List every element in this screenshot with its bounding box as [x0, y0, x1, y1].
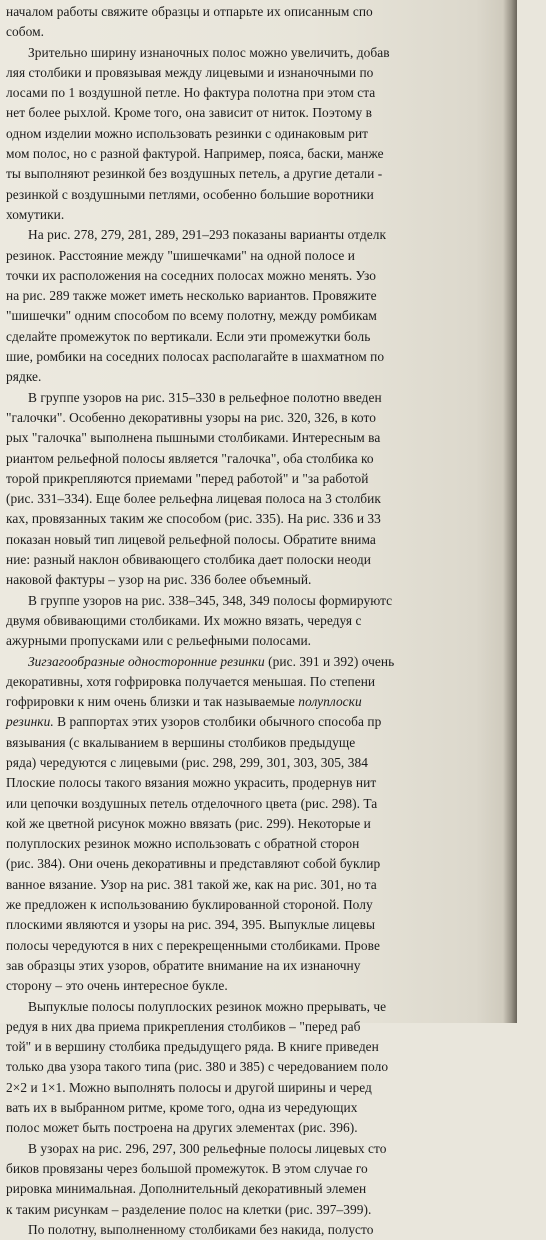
body-text: [6, 2, 546, 1240]
text-line: [6, 712, 546, 732]
text-line: на рис. 289 также может иметь несколько вариантов. Провяжите: [6, 288, 377, 304]
text-line: резинок. Расстояние между "шишечками" на одной полосе и: [6, 247, 355, 263]
text-line: рировка минимальная. Дополнительный декоративный элемен: [6, 1181, 367, 1197]
text-line: или цепочки воздушных петель отделочного цвета (рис. 298). Та: [6, 795, 378, 811]
text-line: Плоские полосы такого вязания можно украсить, продернув нит: [6, 775, 377, 791]
text-line: (рис. 384). Они очень декоративны и представляют собой буклир: [6, 856, 381, 872]
text-line: декоративны, хотя гофрировка получается меньшая. По степени: [6, 673, 376, 689]
text-line: только два узора такого типа (рис. 380 и 385) с чередованием поло: [6, 1059, 389, 1075]
text-line: показан новый тип лицевой рельефной полосы. Обратите внима: [6, 531, 376, 547]
text-line: одном изделии можно использовать резинки с одинаковым рит: [6, 125, 369, 141]
text-line: же предложен к использованию буклированной стороной. Полу: [6, 897, 373, 913]
text-line: торой прикрепляются приемами "перед работой" и "за работой: [6, 470, 369, 486]
text-line: (рис. 331–334). Еще более рельефна лицевая полоса на 3 столбик: [6, 491, 381, 507]
text-line: Зрительно ширину изнаночных полос можно увеличить, добав: [28, 44, 390, 60]
italic-term: полуплоски: [298, 694, 362, 710]
italic-term: резинки.: [6, 714, 54, 730]
text-line: биков провязаны через большой промежуток. В этом случае го: [6, 1160, 368, 1176]
text-line: полос может быть построена на других элементах (рис. 396).: [6, 1120, 358, 1136]
text-line: ванное вязание. Узор на рис. 381 такой же, как на рис. 301, но та: [6, 876, 377, 892]
text-line: вать их в выбранном ритме, кроме того, одна из чередующих: [6, 1100, 358, 1116]
text-line: кой же цветной рисунок можно ввязать (рис. 299). Некоторые и: [6, 815, 371, 831]
text-line: рых "галочка" выполнена пышными столбиками. Интересным ва: [6, 430, 381, 446]
text-line: полуплоских резинок можно использовать с обратной сторон: [6, 836, 360, 852]
text-line: мом полос, но с разной фактурой. Например, пояса, баски, манже: [6, 146, 384, 162]
text-line: точки их расположения на соседних полосах можно менять. Узо: [6, 267, 376, 283]
text-line: нет более рыхлой. Кроме того, она зависит от ниток. Поэтому в: [6, 105, 373, 121]
text-line: ках, провязанных таким же способом (рис. 335). На рис. 336 и 33: [6, 511, 381, 527]
text-line: вязывания (с вкалыванием в вершины столбиков предыдуще: [6, 734, 356, 750]
text-line: хомутики.: [6, 206, 65, 222]
text-run: (рис. 391 и 392) очень: [264, 653, 395, 669]
text-line: По полотну, выполненному столбиками без накида, полусто: [28, 1221, 374, 1237]
text-line: "галочки". Особенно декоративны узоры на рис. 320, 326, в кото: [6, 409, 376, 425]
text-line: На рис. 278, 279, 281, 289, 291–293 показаны варианты отделк: [28, 227, 387, 243]
text-line: плоскими являются и узоры на рис. 394, 395. Выпуклые лицевы: [6, 917, 376, 933]
text-line: В группе узоров на рис. 315–330 в рельефное полотно введен: [28, 389, 382, 405]
italic-term: Зигзагообразные односторонние резинки: [28, 653, 265, 669]
text-line: редуя в них два приема прикрепления столбиков – "перед раб: [6, 1018, 361, 1034]
text-line: сторону – это очень интересное букле.: [6, 978, 228, 994]
text-line: шие, ромбики на соседних полосах располагайте в шахматном по: [6, 349, 385, 365]
text-line: [6, 692, 546, 712]
text-line: [6, 652, 546, 672]
text-line: наковой фактуры – узор на рис. 336 более объемный.: [6, 572, 312, 588]
text-line: собом.: [6, 24, 45, 40]
text-line: ние: разный наклон обвивающего столбика дает полоски неоди: [6, 552, 371, 568]
text-run: гофрировки к ним очень близки и так называемые: [6, 694, 299, 710]
text-line: резинкой с воздушными петлями, особенно большие воротники: [6, 186, 374, 202]
text-line: Выпуклые полосы полуплоских резинок можно прерывать, че: [28, 998, 387, 1014]
text-line: ряда) чередуются с лицевыми (рис. 298, 299, 301, 303, 305, 384: [6, 754, 368, 770]
text-line: "шишечки" одним способом по всему полотну, между ромбикам: [6, 308, 377, 324]
text-line: лосами по 1 воздушной петле. Но фактура полотна при этом ста: [6, 85, 376, 101]
text-line: 2×2 и 1×1. Можно выполнять полосы и другой ширины и черед: [6, 1079, 372, 1095]
text-line: ты выполняют резинкой без воздушных петель, а другие детали -: [6, 166, 383, 182]
text-line: той" и в вершину столбика предыдущего ряда. В книге приведен: [6, 1039, 379, 1055]
text-line: двумя обвивающими столбиками. Их можно вязать, чередуя с: [6, 612, 362, 628]
text-line: ажурными пропусками или с рельефными полосами.: [6, 633, 312, 649]
text-line: к таким рисункам – разделение полос на клетки (рис. 397–399).: [6, 1201, 372, 1217]
text-line: рядке.: [6, 369, 42, 385]
text-line: началом работы свяжите образцы и отпарьте их описанным спо: [6, 4, 373, 19]
text-run: В раппортах этих узоров столбики обычного способа пр: [53, 714, 382, 730]
text-line: сделайте промежуток по вертикали. Если эти промежутки боль: [6, 328, 371, 344]
text-line: полосы чередуются в них с перекрещенными столбиками. Прове: [6, 937, 380, 953]
text-line: В узорах на рис. 296, 297, 300 рельефные полосы лицевых сто: [28, 1140, 387, 1156]
text-line: В группе узоров на рис. 338–345, 348, 349 полосы формируютс: [28, 592, 393, 608]
text-line: риантом рельефной полосы является "галочка", оба столбика ко: [6, 450, 374, 466]
text-line: зав образцы этих узоров, обратите внимание на их изнаночну: [6, 957, 361, 973]
text-line: ляя столбики и провязывая между лицевыми и изнаночными по: [6, 64, 374, 80]
